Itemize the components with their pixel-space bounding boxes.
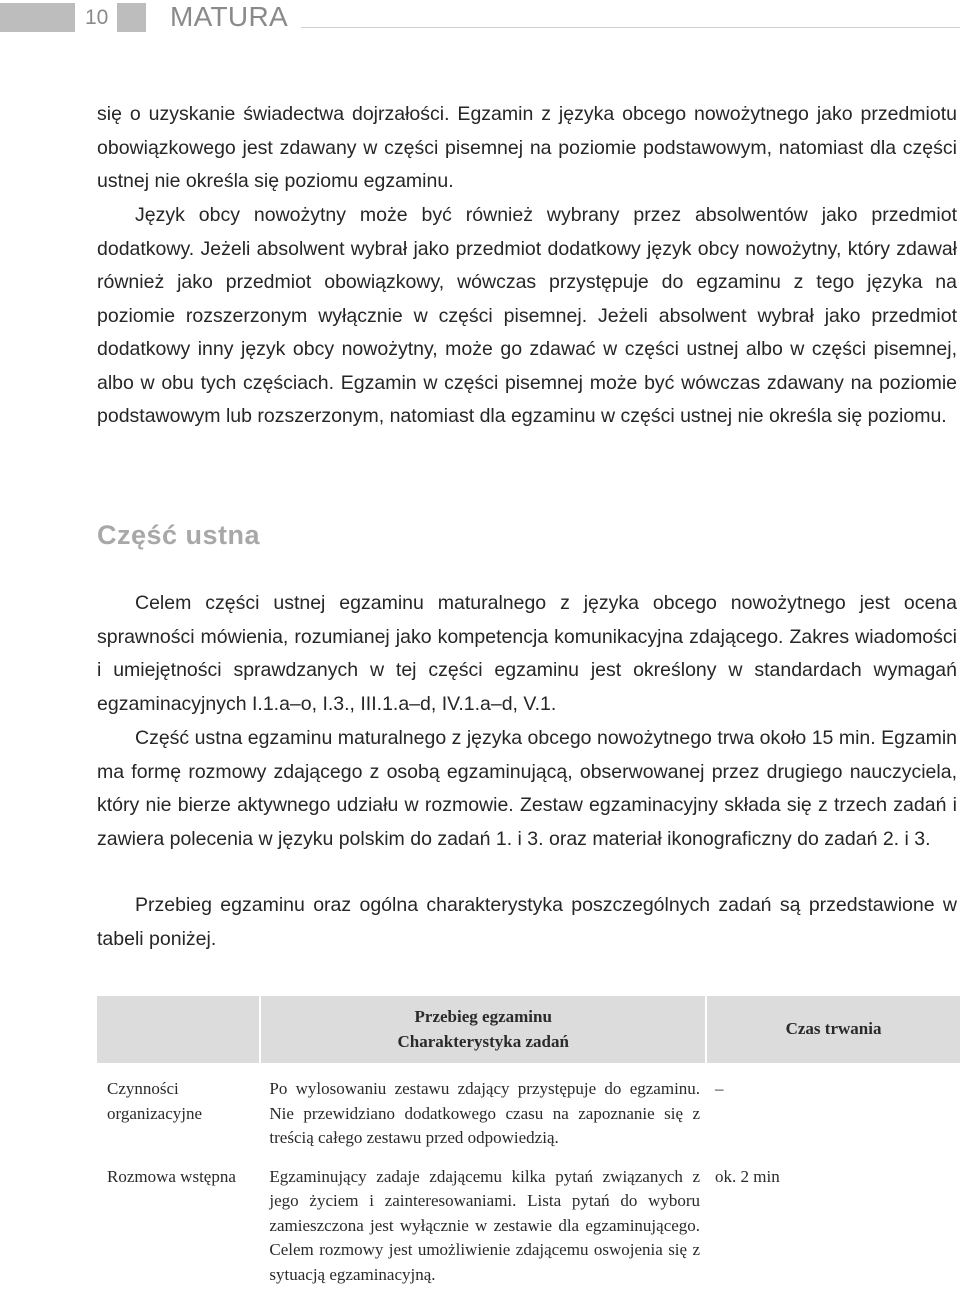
table-header-duration: Czas trwania xyxy=(706,996,960,1063)
section-title: MATURA xyxy=(170,1,288,32)
header-rule xyxy=(301,27,960,28)
exam-table xyxy=(97,996,960,1287)
header-bar xyxy=(0,3,75,32)
table-header-empty xyxy=(97,996,260,1063)
section-paragraph-1: Celem części ustnej egzaminu maturalnego z języka obcego nowożytnego jest ocena sprawności mówienia, rozumianej jako kompetencja komunikacyjna zdającego. Zakres wiadomości i umiejętności sprawdzanych w tej części egzaminu jest określony w standardach wymagań egzaminacyjnych I.1.a–o, I.3., III.1.a–d, IV.1.a–d, V.1. xyxy=(97,592,957,715)
table-cell-time: ok. 2 min xyxy=(715,1166,780,1186)
table-header-course-line2: Charakterystyka zadań xyxy=(397,1031,569,1051)
table-cell-description: Po wylosowaniu zestawu zdający przystępuje do egzaminu. Nie przewidziano dodatkowego czasu na zapoznanie się z treścią całego zestawu przed odpowiedzią. xyxy=(269,1079,701,1147)
section-heading: Część ustna xyxy=(97,520,261,550)
table-cell-stage: Czynności organizacyjne xyxy=(107,1079,203,1123)
page-number: 10 xyxy=(85,6,109,29)
section-paragraph-2: Część ustna egzaminu maturalnego z języka obcego nowożytnego trwa około 15 min. Egzamin ma formę rozmowy zdającego z osobą egzaminującą, obserwowanej przez drugiego nauczyciela, który nie bierze aktywnego udziału w rozmowie. Zestaw egzaminacyjny składa się z trzech zadań i zawiera polecenia w języku polskim do zadań 1. i 3. oraz materiał ikonograficzny do zadań 2. i 3. xyxy=(97,727,957,850)
table-cell-stage: Rozmowa wstępna xyxy=(107,1166,236,1186)
table-row xyxy=(97,1165,960,1288)
table-header-course xyxy=(260,996,706,1063)
table-cell-time: – xyxy=(715,1079,724,1098)
table-cell-description: Egzaminujący zadaje zdającemu kilka pytań związanych z jego życiem i zainteresowaniami. Lista pytań do wyboru zamieszczona jest wyłącznie w zestawie dla egzaminującego. Celem rozmowy jest umożliwienie zdającemu oswojenia się z sytuacją egzaminacyjną. xyxy=(269,1166,701,1284)
table-row xyxy=(97,1077,960,1151)
table-header-row xyxy=(97,996,960,1063)
table-header-course-line1: Przebieg egzaminu xyxy=(414,1007,552,1026)
section-paragraph-3: Przebieg egzaminu oraz ogólna charakterystyka poszczególnych zadań są przedstawione w tabeli poniżej. xyxy=(97,894,957,950)
intro-paragraph-2: Język obcy nowożytny może być również wybrany przez absolwentów jako przedmiot dodatkowy. Jeżeli absolwent wybrał jako przedmiot dodatkowy język obcy nowożytny, który zdawał również jako przedmiot obowiązkowy, wówczas przystępuje do egzaminu z tego języka na poziomie rozszerzonym wyłącznie w części pisemnej. Jeżeli absolwent wybrał jako przedmiot dodatkowy inny język obcy nowożytny, może go zdawać w części ustnej albo w części pisemnej, albo w obu tych częściach. Egzamin w części pisemnej może być wówczas zdawany na poziomie podstawowym lub rozszerzonym, natomiast dla egzaminu w części ustnej nie określa się poziomu. xyxy=(97,204,957,427)
header-square xyxy=(117,3,146,32)
intro-paragraph-1: się o uzyskanie świadectwa dojrzałości. Egzamin z języka obcego nowożytnego jako przedmiotu obowiązkowego jest zdawany w części pisemnej na poziomie podstawowym, natomiast dla części ustnej nie określa się poziomu egzaminu. xyxy=(97,103,957,192)
